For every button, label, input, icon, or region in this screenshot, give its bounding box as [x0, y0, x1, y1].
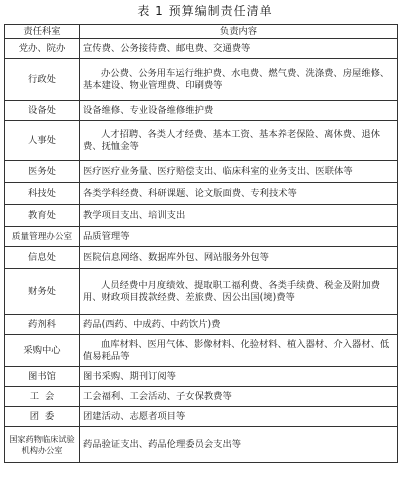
table-row — [5, 427, 398, 463]
table-row — [5, 367, 398, 387]
dept-cell: 质量管理办公室 — [5, 227, 80, 247]
dept-cell: 教育处 — [5, 205, 80, 227]
duty-cell: 办公费、公务用车运行维护费、水电费、燃气费、洗涤费、房屋维修、基本建设、物业管理费、印刷费等 — [80, 59, 398, 101]
dept-cell: 药剂科 — [5, 315, 80, 335]
duty-cell: 药品(西药、中成药、中药饮片)费 — [80, 315, 398, 335]
dept-cell: 设备处 — [5, 101, 80, 121]
table-row — [5, 407, 398, 427]
duty-cell: 医院信息网络、数据库外包、网站服务外包等 — [80, 247, 398, 269]
table-header-row — [5, 25, 398, 39]
duty-cell: 人才招聘、各类人才经费、基本工资、基本养老保险、离休费、退休费、抚恤金等 — [80, 121, 398, 161]
table-row — [5, 205, 398, 227]
duty-cell: 设备维修、专业设备维修维护费 — [80, 101, 398, 121]
dept-cell: 团 委 — [5, 407, 80, 427]
table-row — [5, 247, 398, 269]
dept-cell: 人事处 — [5, 121, 80, 161]
dept-cell: 科技处 — [5, 183, 80, 205]
table-row — [5, 121, 398, 161]
dept-cell: 信息处 — [5, 247, 80, 269]
dept-cell: 医务处 — [5, 161, 80, 183]
duty-cell: 团建活动、志愿者项目等 — [80, 407, 398, 427]
dept-cell: 国家药物临床试验机构办公室 — [5, 427, 80, 463]
duty-cell: 药品验证支出、药品伦理委员会支出等 — [80, 427, 398, 463]
table-row — [5, 269, 398, 315]
table-row — [5, 315, 398, 335]
duty-cell: 教学项目支出、培训支出 — [80, 205, 398, 227]
table-row — [5, 39, 398, 59]
table-row — [5, 227, 398, 247]
duty-cell: 品质管理等 — [80, 227, 398, 247]
dept-cell: 采购中心 — [5, 335, 80, 367]
table-row — [5, 335, 398, 367]
duty-cell: 宣传费、公务接待费、邮电费、交通费等 — [80, 39, 398, 59]
table-row — [5, 387, 398, 407]
dept-cell: 财务处 — [5, 269, 80, 315]
header-duty: 负责内容 — [80, 25, 398, 39]
duty-cell: 工会福利、工会活动、子女保教费等 — [80, 387, 398, 407]
duty-cell: 人员经费中月度绩效、提取职工福利费、各类手续费、税金及附加费用、财政项目拨款经费、差旅费、因公出国(境)费等 — [80, 269, 398, 315]
table-row — [5, 183, 398, 205]
dept-cell: 行政处 — [5, 59, 80, 101]
budget-responsibility-table — [4, 24, 398, 463]
duty-cell: 血库材料、医用气体、影像材料、化验材料、植入器材、介入器材、低值易耗品等 — [80, 335, 398, 367]
table-row — [5, 101, 398, 121]
table-row — [5, 59, 398, 101]
duty-cell: 医疗医疗业务量、医疗赔偿支出、临床科室的业务支出、医联体等 — [80, 161, 398, 183]
table-caption: 表 1 预算编制责任清单 — [137, 4, 273, 18]
dept-cell: 党办、院办 — [5, 39, 80, 59]
dept-cell: 工 会 — [5, 387, 80, 407]
header-dept: 责任科室 — [5, 25, 80, 39]
table-row — [5, 161, 398, 183]
duty-cell: 图书采购、期刊订阅等 — [80, 367, 398, 387]
dept-cell: 图书馆 — [5, 367, 80, 387]
duty-cell: 各类学科经费、科研课题、论文版面费、专利技术等 — [80, 183, 398, 205]
